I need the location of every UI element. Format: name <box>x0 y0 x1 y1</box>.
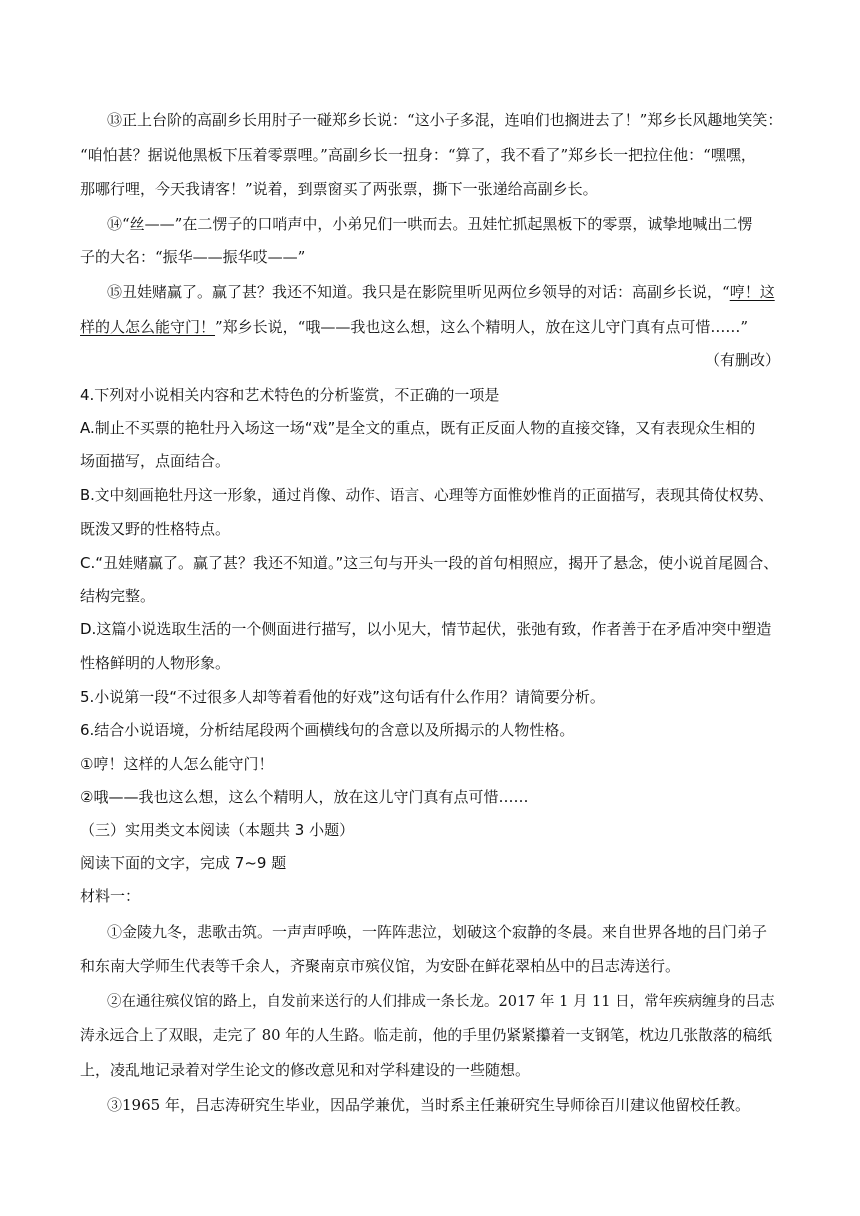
option-d-line-1: D.这篇小说选取生活的一个侧面进行描写，以小见大，情节起伏，张弛有致，作者善于在矛盾冲突中塑造 <box>80 620 772 638</box>
material-paragraph-2-line-3: 上，凌乱地记录着对学生论文的修改意见和对学科建设的一些随想。 <box>80 1061 531 1079</box>
story-paragraph-14-line-2: 子的大名：“振华——振华哎——” <box>80 248 306 266</box>
question-6-item-1: ①哼！这样的人怎么能守门！ <box>80 755 274 773</box>
option-c-line-1: C.“丑娃赌赢了。赢了甚？我还不知道。”这三句与开头一段的首句相照应，揭开了悬念，使小说首尾圆合、 <box>80 554 779 572</box>
underlined-sentence-1-part-2: 样的人怎么能守门！ <box>80 318 216 336</box>
story-text: ⑮丑娃赌赢了。赢了甚？我还不知道。我只是在影院里听见两位乡领导的对话：高副乡长说，“ <box>107 283 730 301</box>
option-a-line-1: A.制止不买票的艳牡丹入场这一场“戏”是全文的重点，既有正反面人物的直接交锋，又有表现众生相的 <box>80 419 756 437</box>
option-b-line-2: 既泼又野的性格特点。 <box>80 520 231 538</box>
material-paragraph-2-line-1: ②在通往殡仪馆的路上，自发前来送行的人们排成一条长龙。2017 年 1 月 11 日，常年疾病缠身的吕志 <box>107 994 775 1010</box>
section-3-instruction: 阅读下面的文字，完成 7~9 题 <box>80 854 287 872</box>
story-paragraph-14-line-1: ⑭“丝——”在二愣子的口哨声中，小弟兄们一哄而去。丑娃忙抓起黑板下的零票，诚挚地喊出二愣 <box>107 215 753 233</box>
option-c-line-2: 结构完整。 <box>80 587 156 605</box>
material-paragraph-3-line-1: ③1965 年，吕志涛研究生毕业，因品学兼优，当时系主任兼研究生导师徐百川建议他留校任教。 <box>107 1096 750 1114</box>
material-paragraph-2-line-2: 涛永远合上了双眼，走完了 80 年的人生路。临走前，他的手里仍紧紧攥着一支钢笔，枕边几张散落的稿纸 <box>80 1027 772 1044</box>
section-3-heading: （三）实用类文本阅读（本题共 3 小题） <box>80 821 355 839</box>
story-paragraph-13-line-1: ⑬正上台阶的高副乡长用肘子一碰郑乡长说：“这小子多混，连咱们也搁进去了！”郑乡长风趣地笑笑： <box>107 111 783 129</box>
material-paragraph-1-line-2: 和东南大学师生代表等千余人，齐聚南京市殡仪馆，为安卧在鲜花翠柏丛中的吕志涛送行。 <box>80 957 681 975</box>
story-text: ”郑乡长说，“哦——我也这么想，这么个精明人，放在这儿守门真有点可惜……” <box>215 318 749 336</box>
option-d-line-2: 性格鲜明的人物形象。 <box>80 654 231 672</box>
question-4: 4.下列对小说相关内容和艺术特色的分析鉴赏，不正确的一项是 <box>80 386 500 404</box>
question-6-item-2: ②哦——我也这么想，这么个精明人，放在这儿守门真有点可惜…… <box>80 788 529 806</box>
material-paragraph-1-line-1: ①金陵九冬，悲歌击筑。一声声呼唤，一阵阵悲泣，划破这个寂静的冬晨。来自世界各地的吕门弟子 <box>107 923 768 941</box>
question-5: 5.小说第一段“不过很多人却等着看他的好戏”这句话有什么作用？请简要分析。 <box>80 688 605 706</box>
story-paragraph-15-line-2 <box>80 317 748 337</box>
story-paragraph-15-line-1 <box>107 282 775 302</box>
story-paragraph-13-line-3: 那哪行哩，今天我请客！”说着，到票窗买了两张票，撕下一张递给高副乡长。 <box>80 180 598 198</box>
option-b-line-1: B.文中刻画艳牡丹这一形象，通过肖像、动作、语言、心理等方面惟妙惟肖的正面描写，表现其倚仗权势、 <box>80 487 774 504</box>
story-paragraph-13-line-2: “咱怕甚？据说他黑板下压着零票哩。”高副乡长一扭身：“算了，我不看了”郑乡长一把拉住他：“嘿嘿， <box>80 146 756 164</box>
question-6: 6.结合小说语境，分析结尾段两个画横线句的含意以及所揭示的人物性格。 <box>80 721 575 739</box>
underlined-sentence-1-part-1: 哼！这 <box>729 283 775 301</box>
revision-note: （有删改） <box>704 351 780 369</box>
option-a-line-2: 场面描写，点面结合。 <box>80 452 231 470</box>
material-one-label: 材料一： <box>80 887 141 905</box>
